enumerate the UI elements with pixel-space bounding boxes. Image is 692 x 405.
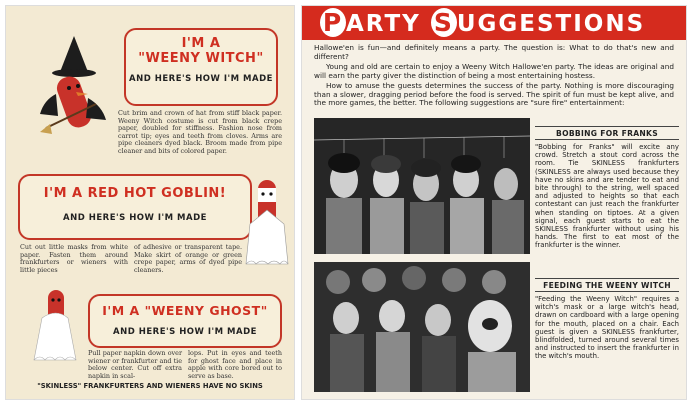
feeding-weeny-witch-photo — [314, 262, 530, 392]
goblin-how-made: AND HERE'S HOW I'M MADE — [63, 213, 207, 223]
title-cap-p: P — [320, 8, 346, 37]
intro-paragraph-2: Young and old are certain to enjoy a Weeny Witch Hallowe'en party. The ideas are original and will earn the party giver the distinction of being a most entertaining hostess. — [314, 62, 674, 80]
ghost-instructions-col2: lops. Put in eyes and teeth for ghost face and place in apple with core bored out to serve as base. — [188, 349, 282, 380]
right-page-party-suggestions — [302, 6, 686, 399]
bobbing-heading: BOBBING FOR FRANKS — [555, 129, 659, 138]
left-page-instructions — [6, 6, 294, 399]
red-hot-goblin-illustration — [244, 174, 290, 270]
intro-paragraph-3: How to amuse the guests determines the success of the party. Nothing is more discouraging than a slower, dragging period before the food is served. The spirit of fun must be kept alive, and the more games, the better. The following suggestions are "sure fire" entertainment: — [314, 81, 674, 108]
title-cap-s: S — [431, 8, 457, 37]
goblin-instructions-col2: of adhesive or transparent tape. Make skirt of orange or green crepe paper, arms of dyed pipe cleaners. — [134, 243, 242, 274]
witch-line1: I'M A — [181, 36, 221, 51]
ghost-line1: I'M A "WEENY GHOST" — [102, 303, 268, 318]
ghost-how-made: AND HERE'S HOW I'M MADE — [113, 327, 257, 337]
witch-how-made: AND HERE'S HOW I'M MADE — [129, 74, 273, 84]
ghost-instructions-col1: Pull paper napkin down over wiener or frankfurter and tie below center. Cut off extra napkin in scal- — [88, 349, 182, 380]
weeny-ghost-bubble — [88, 294, 282, 348]
feeding-heading: FEEDING THE WEENY WITCH — [543, 281, 671, 290]
bobbing-rule-top — [535, 126, 679, 127]
intro-paragraph-1: Hallowe'en is fun—and definitely means a party. The question is: What to do that's new and different? — [314, 43, 674, 61]
goblin-instructions-col1: Cut out little masks from white paper. Fasten them around frankfurters or wieners with little pieces — [20, 243, 128, 274]
weeny-ghost-illustration — [28, 288, 82, 368]
weeny-witch-bubble — [124, 28, 278, 106]
witch-instructions: Cut brim and crown of hat from stiff black paper. Weeny Witch costume is cut from black crepe paper, doubled for stiffness. Fashion nose from carrot tip; eyes and teeth from cloves. Arms are pipe cleaners dyed black. Broom made from pipe cleaner and bits of colored paper. — [118, 109, 282, 155]
feeding-body: "Feeding the Weeny Witch" requires a witch's mask or a large witch's head, drawn on cardboard with a large opening for the mouth, placed on a chair. Each guest is given a SKINLESS frankfurter, blindfolded, turned around several times and instructed to insert the frankfurter in the witch's mouth. — [535, 295, 679, 361]
title-word-uggestions: UGGESTIONS — [456, 11, 646, 37]
feeding-rule-bottom — [535, 291, 679, 292]
bobbing-rule-bottom — [535, 139, 679, 140]
bobbing-body: "Bobbing for Franks" will excite any crowd. Stretch a stout cord across the room. Tie SKINLESS frankfurters (SKINLESS are always used because they have no skins and are tender to eat and bite through) to the string, well spaced and adjusted to heights so that each contestant can just reach the frankfurter when standing on tiptoes. At a given signal, each guest starts to eat the SKINLESS frankfurter without using his hands. The first to eat most of the frankfurter is the winner. — [535, 143, 679, 250]
title-bar — [302, 6, 686, 40]
weeny-witch-illustration — [36, 34, 116, 144]
feeding-rule-top — [535, 278, 679, 279]
red-hot-goblin-bubble — [18, 174, 252, 240]
goblin-line1: I'M A RED HOT GOBLIN! — [43, 186, 227, 201]
page-title — [320, 8, 645, 37]
skinless-footer: "SKINLESS" FRANKFURTERS AND WIENERS HAVE NO SKINS — [37, 382, 263, 390]
bobbing-for-franks-photo — [314, 118, 530, 254]
witch-line2: "WEENY WITCH" — [138, 51, 264, 66]
title-word-arty: ARTY — [346, 11, 431, 37]
